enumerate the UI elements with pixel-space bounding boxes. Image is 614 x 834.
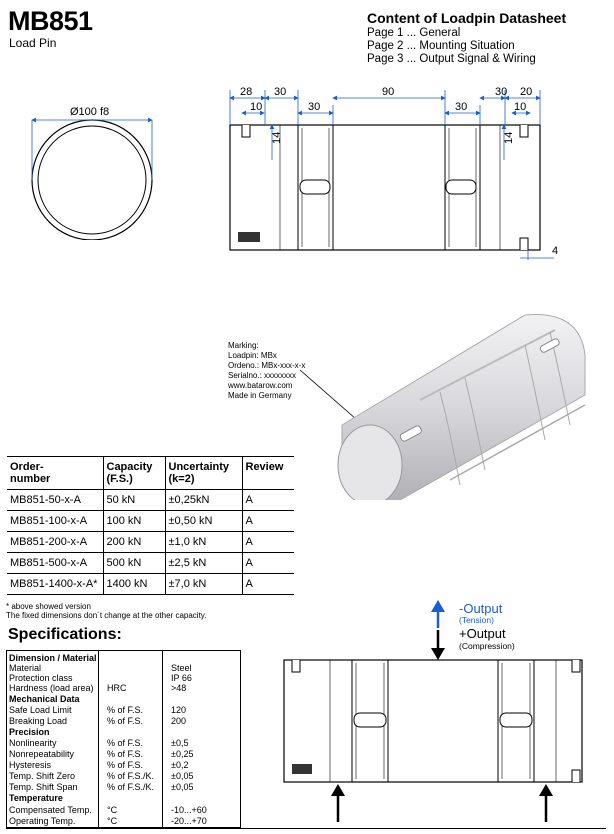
page-bottom-rule — [6, 828, 606, 829]
marking-line: Serialno.: xxxxxxxx — [228, 371, 297, 380]
output-direction-drawing — [270, 598, 590, 826]
uncertainty: ±0,25kN — [165, 490, 242, 511]
order-number: MB851-500-x-A — [7, 553, 103, 574]
spec-row: Material Steel — [9, 663, 192, 673]
uncertainty: ±7,0 kN — [165, 574, 242, 595]
dim-28: 28 — [240, 86, 253, 98]
spec-row: Protection class IP 66 — [9, 673, 192, 683]
col-header-review: Review — [242, 457, 294, 490]
spec-row: Nonrepeatability % of F.S. ±0,25 — [9, 749, 194, 759]
uncertainty: ±1,0 kN — [165, 532, 242, 553]
dim-30-b: 30 — [308, 101, 321, 113]
pin-outer-circle — [32, 120, 152, 240]
toc-line: Page 1 ... General — [367, 27, 461, 39]
spec-row: Hardness (load area) HRC >48 — [9, 683, 187, 693]
order-number: MB851-1400-x-A* — [7, 574, 103, 595]
order-number: MB851-200-x-A — [7, 532, 103, 553]
review: A — [242, 553, 294, 574]
dim-14-a: 14 — [271, 131, 283, 144]
review: A — [242, 532, 294, 553]
marking-line: Loadpin: MBx — [228, 351, 277, 360]
support-arrow-icon — [331, 784, 345, 822]
spec-divider — [162, 650, 163, 828]
capacity: 1400 kN — [103, 574, 165, 595]
spec-row: Precision — [9, 727, 50, 737]
dim-30-c: 30 — [455, 101, 468, 113]
capacity: 100 kN — [103, 511, 165, 532]
dim-30-d: 30 — [495, 86, 508, 98]
order-number: MB851-50-x-A — [7, 490, 103, 511]
marking-line: Marking: — [228, 341, 259, 350]
table-row — [7, 574, 294, 595]
minus-output-sub: (Tension) — [459, 615, 494, 625]
table-of-contents — [367, 10, 566, 66]
dim-10-b: 10 — [514, 101, 527, 113]
table-row — [7, 553, 294, 574]
spec-row: Breaking Load % of F.S. 200 — [9, 716, 187, 726]
tension-arrow-icon — [431, 600, 445, 628]
review: A — [242, 574, 294, 595]
table-row — [7, 532, 294, 553]
spec-row: Operating Temp. °C -20...+70 — [9, 816, 207, 826]
review: A — [242, 511, 294, 532]
pin-inner-circle — [38, 126, 146, 234]
review: A — [242, 490, 294, 511]
capacity: 200 kN — [103, 532, 165, 553]
side-view-drawing — [220, 80, 570, 270]
marking-line: Made in Germany — [228, 391, 292, 400]
table-row — [7, 490, 294, 511]
col-header-capacity: Capacity (F.S.) — [103, 457, 165, 490]
page-title: MB851 — [8, 6, 93, 36]
spec-row: Temperature — [9, 793, 63, 803]
spec-row: Mechanical Data — [9, 694, 80, 704]
marking-line: Ordeno.: MBx-xxx-x-x — [228, 361, 306, 370]
marking-text — [228, 341, 305, 401]
uncertainty: ±2,5 kN — [165, 553, 242, 574]
dim-10-a: 10 — [250, 101, 263, 113]
order-table — [7, 456, 294, 595]
spec-row: Nonlinearity % of F.S. ±0,5 — [9, 738, 189, 748]
spec-row: Hysteresis % of F.S. ±0,2 — [9, 760, 189, 770]
spec-row: Dimension / Material — [9, 653, 97, 663]
dim-90: 90 — [382, 86, 395, 98]
spec-row: Temp. Shift Span % of F.S./K. ±0,05 — [9, 782, 194, 792]
dim-4: 4 — [552, 245, 559, 257]
diameter-label: Ø100 f8 — [70, 106, 110, 118]
footnote-line: The fixed dimensions don´t change at the other capacity. — [6, 611, 207, 620]
spec-row: Compensated Temp. °C -10...+60 — [9, 805, 207, 815]
toc-line: Page 3 ... Output Signal & Wiring — [367, 53, 536, 65]
minus-output-label: -Output — [459, 601, 503, 616]
dim-14-b: 14 — [503, 131, 515, 144]
compression-arrow-icon — [431, 630, 445, 660]
marking-line: www.batarow.com — [228, 381, 293, 390]
order-table-header — [7, 457, 294, 490]
support-arrow-icon — [539, 784, 553, 822]
footnote-line: * above showed version — [6, 602, 91, 611]
spec-divider — [98, 650, 99, 828]
loadpin-3d-render — [300, 300, 600, 500]
capacity: 50 kN — [103, 490, 165, 511]
end-view-drawing — [20, 100, 170, 240]
dim-20: 20 — [520, 86, 533, 98]
col-header-uncertainty: Uncertainty (k=2) — [165, 457, 242, 490]
spec-row: Temp. Shift Zero % of F.S./K. ±0,05 — [9, 771, 194, 781]
plus-output-label: +Output — [459, 626, 506, 641]
uncertainty: ±0,50 kN — [165, 511, 242, 532]
specifications-heading: Specifications: — [8, 626, 122, 643]
toc-line: Page 2 ... Mounting Situation — [367, 40, 515, 52]
col-header-order-number: Order- number — [7, 457, 103, 490]
order-number: MB851-100-x-A — [7, 511, 103, 532]
plus-output-sub: (Compression) — [459, 641, 515, 651]
spec-row: Safe Load Limit % of F.S. 120 — [9, 705, 187, 715]
capacity: 500 kN — [103, 553, 165, 574]
specifications-table — [6, 650, 241, 828]
page-subtitle: Load Pin — [9, 36, 57, 50]
table-row — [7, 511, 294, 532]
dim-30-a: 30 — [274, 86, 287, 98]
toc-title: Content of Loadpin Datasheet — [367, 10, 567, 26]
table-footnote — [6, 602, 206, 620]
